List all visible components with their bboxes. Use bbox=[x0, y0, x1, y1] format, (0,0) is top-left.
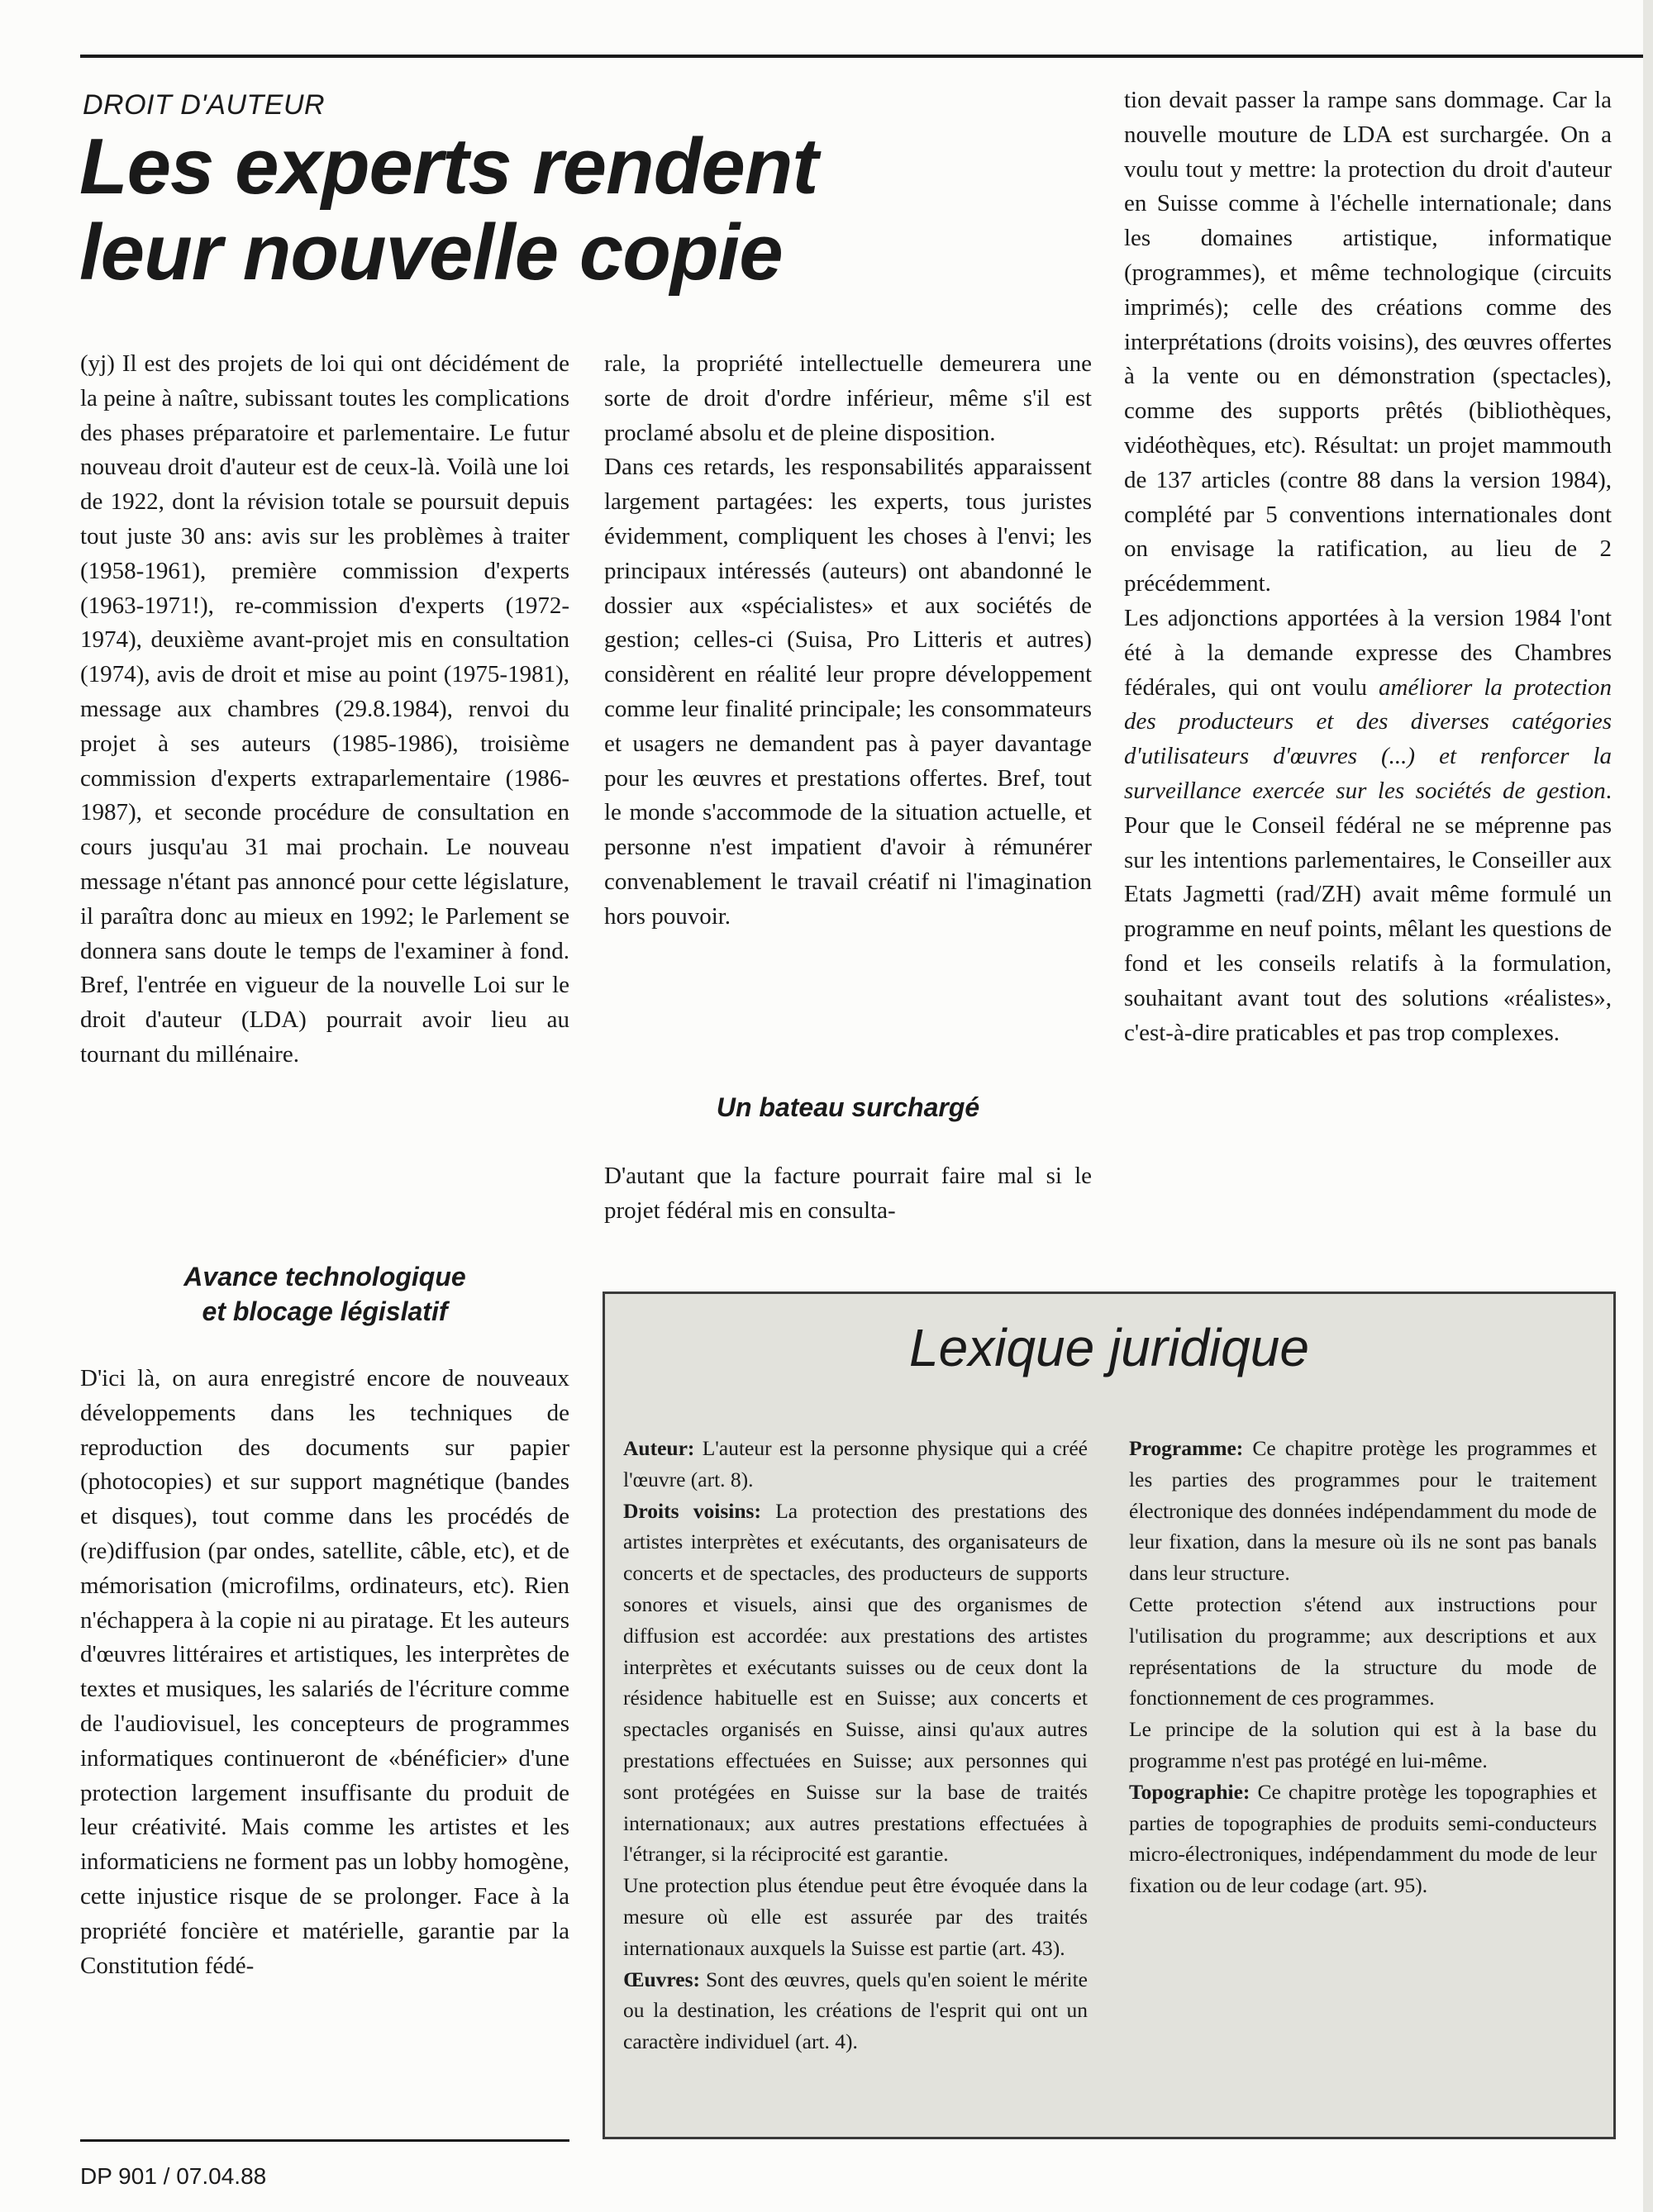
adjonctions-start: Les adjonctions apportées à la version 1984 l'ont été à la demande expresse des Chambres fédérales, qui ont voulu bbox=[1124, 604, 1612, 701]
entry-programme-2: Cette protection s'étend aux instructions pour l'utilisation du programme; aux descriptions et aux représentations de la structure du mode de fonctionnement de ces programmes. bbox=[1129, 1591, 1597, 1710]
lexique-title: Lexique juridique bbox=[909, 1318, 1309, 1377]
paragraph-facture: D'autant que la facture pourrait faire mal si le projet fédéral mis en consulta- bbox=[604, 1163, 1092, 1224]
adjonctions-quote: améliorer la protection des producteurs et des diverses catégories d'utilisateurs d'œuvres (...) et renforcer la surveillance exercée sur les sociétés de gestion bbox=[1124, 673, 1612, 804]
term-auteur: Auteur: bbox=[623, 1436, 695, 1460]
def-topographie: Ce chapitre protège les topographies et parties de topographies de produits semi-conducteurs micro-électroniques, indépendamment du mode de leur fixation ou de leur codage (art. 95). bbox=[1129, 1779, 1597, 1898]
article-column-1-bottom bbox=[80, 1362, 569, 1983]
article-column-3 bbox=[1124, 83, 1612, 1050]
entry-topographie bbox=[1129, 1777, 1597, 1901]
footer-rule bbox=[80, 2139, 569, 2142]
paragraph-adjonctions bbox=[1124, 602, 1612, 1050]
entry-programme-3: Le principe de la solution qui est à la base du programme n'est pas protégé en lui-même. bbox=[1129, 1717, 1597, 1772]
article-column-2-bottom bbox=[604, 1159, 1092, 1229]
article-column-2 bbox=[604, 347, 1092, 935]
term-droits-voisins: Droits voisins: bbox=[623, 1498, 761, 1523]
top-rule bbox=[80, 55, 1646, 58]
subhead-1-line-1: Avance technologique bbox=[183, 1262, 466, 1292]
entry-auteur bbox=[623, 1433, 1088, 1496]
term-programme: Programme: bbox=[1129, 1436, 1244, 1460]
def-programme: Ce chapitre protège les programmes et les parties des programmes pour le traitement électronique des données indépendamment du mode de leur fixation, dans la mesure où ils ne sont pas banals dans leur structure. bbox=[1129, 1436, 1597, 1586]
entry-oeuvres bbox=[623, 1964, 1088, 2057]
subhead-bateau-surcharge: Un bateau surchargé bbox=[716, 1092, 980, 1122]
article-column-1-top bbox=[80, 347, 569, 1073]
footer-issue: DP 901 / 07.04.88 bbox=[80, 2163, 267, 2189]
paragraph-retards: Dans ces retards, les responsabilités apparaissent largement partagées: les experts, tous juristes évidemment, compliquent les choses à l'envi; les principaux intéressés (auteurs) ont abandonné le dossier aux «spécialistes» et aux sociétés de gestion; celles-ci (Suisa, Pro Litteris et autres) considèrent en réalité leur propre développement comme leur finalité principale; les consommateurs et usagers ne demandent pas à payer davantage pour les œuvres et prestations offertes. Bref, tout le monde s'accommode de la situation actuelle, et personne n'est impatient d'avoir à rémunérer convenablement le travail créatif ni l'imagination hors pouvoir. bbox=[604, 454, 1092, 930]
lexique-column-2 bbox=[1129, 1433, 1597, 1901]
lexique-column-1 bbox=[623, 1433, 1088, 2057]
paragraph-intro: (yj) Il est des projets de loi qui ont décidément de la peine à naître, subissant toutes les complications des phases préparatoire et parlementaire. Le futur nouveau droit d'auteur est de ceux-là. Voilà une loi de 1922, dont la révision totale se poursuit depuis tout juste 30 ans: avis sur les problèmes à traiter (1958-1961), première commission d'experts (1963-1971!), re-commission d'experts (1972-1974), deuxième avant-projet mis en consultation (1974), avis de droit et mise au point (1975-1981), message aux chambres (29.8.1984), renvoi du projet à ses auteurs (1985-1986), troisième commission d'experts extraparlementaire (1986-1987), et seconde procédure de consultation en cours jusqu'au 31 mai prochain. Le nouveau message n'étant pas annoncé pour cette législature, il paraîtra donc au mieux en 1992; le Parlement se donnera sans doute le temps de l'examiner à fond. Bref, l'entrée en vigueur de la nouvelle Loi sur le droit d'auteur (LDA) pourrait avoir lieu au tournant du millénaire. bbox=[80, 350, 569, 1068]
paragraph-surcharge: tion devait passer la rampe sans dommage. Car la nouvelle mouture de LDA est surchargée. On a voulu tout y mettre: la protection du droit d'auteur en Suisse comme à l'échelle internationale; dans les domaines artistique, informatique (programmes), et même technologique (circuits imprimés); celle des créations comme des interprétations (droits voisins), des œuvres offertes à la vente ou en démonstration (spectacles), comme des supports prêtés (bibliothèques, vidéothèques, etc). Résultat: un projet mammouth de 137 articles (contre 88 dans la version 1984), complété par 5 conventions internationales dont on envisage la ratification, au lieu de 2 précédemment. bbox=[1124, 87, 1612, 597]
term-oeuvres: Œuvres: bbox=[623, 1967, 701, 1991]
subhead-avance-technologique bbox=[80, 1259, 569, 1329]
section-kicker: DROIT D'AUTEUR bbox=[83, 89, 326, 121]
headline-line-1: Les experts rendent bbox=[79, 122, 818, 211]
page-edge bbox=[1643, 0, 1653, 2212]
lexique-box bbox=[603, 1292, 1616, 2139]
subhead-1-line-2: et blocage législatif bbox=[202, 1296, 448, 1326]
entry-programme bbox=[1129, 1433, 1597, 1589]
paragraph-technologie: D'ici là, on aura enregistré encore de nouveaux développements dans les techniques de reproduction des documents sur papier (photocopies) et sur support magnétique (bandes et disques), tout comme dans les procédés de (re)diffusion (par ondes, satellite, câble, etc), et de mémorisation (microfilms, ordinateurs, etc). Rien n'échappera à la copie ni au piratage. Et les auteurs d'œuvres littéraires et artistiques, les interprètes de textes et musiques, les salariés de l'écriture comme de l'audiovisuel, les concepteurs de programmes informatiques continueront de «bénéficier» d'une protection largement insuffisante du produit de leur créativité. Mais comme les artistes et les informaticiens ne forment pas un lobby homogène, cette injustice risque de se prolonger. Face à la propriété foncière et matérielle, garantie par la Constitution fédé- bbox=[80, 1365, 569, 1979]
entry-droits-voisins-2: Une protection plus étendue peut être évoquée dans la mesure où elle est assurée par des traités internationaux auxquels la Suisse est partie (art. 43). bbox=[623, 1873, 1088, 1960]
headline-line-2: leur nouvelle copie bbox=[79, 208, 783, 297]
def-oeuvres: Sont des œuvres, quels qu'en soient le mérite ou la destination, les créations de l'esprit qui ont un caractère individuel (art. 4). bbox=[623, 1967, 1088, 2054]
adjonctions-end: . Pour que le Conseil fédéral ne se méprenne pas sur les intentions parlementaires, le Conseiller aux Etats Jagmetti (rad/ZH) avait même formulé un programme en neuf points, mêlant les questions de fond et les conseils relatifs à la formulation, souhaitant avant tout des solutions «réalistes», c'est-à-dire praticables et pas trop complexes. bbox=[1124, 777, 1612, 1046]
def-auteur: L'auteur est la personne physique qui a créé l'œuvre (art. 8). bbox=[623, 1436, 1088, 1491]
paragraph-propriete: rale, la propriété intellectuelle demeurera une sorte de droit d'ordre inférieur, même s'il est proclamé absolu et de pleine disposition. bbox=[604, 350, 1092, 446]
term-topographie: Topographie: bbox=[1129, 1779, 1250, 1804]
article-headline bbox=[79, 124, 1071, 296]
entry-droits-voisins bbox=[623, 1496, 1088, 1871]
def-droits-voisins: La protection des prestations des artistes interprètes et exécutants, des organisateurs de concerts et de spectacles, des producteurs de supports sonores et visuels, ainsi que des organismes de diffusion est accordée: aux prestations des artistes interprètes et exécutants suisses ou de ceux dont la résidence habituelle est en Suisse; aux concerts et spectacles organisés en Suisse, ainsi qu'aux autres prestations effectuées en Suisse; aux personnes qui sont protégées en Suisse sur la base de traités internationaux; aux autres prestations effectuées à l'étranger, si la réciprocité est garantie. bbox=[623, 1498, 1088, 1867]
